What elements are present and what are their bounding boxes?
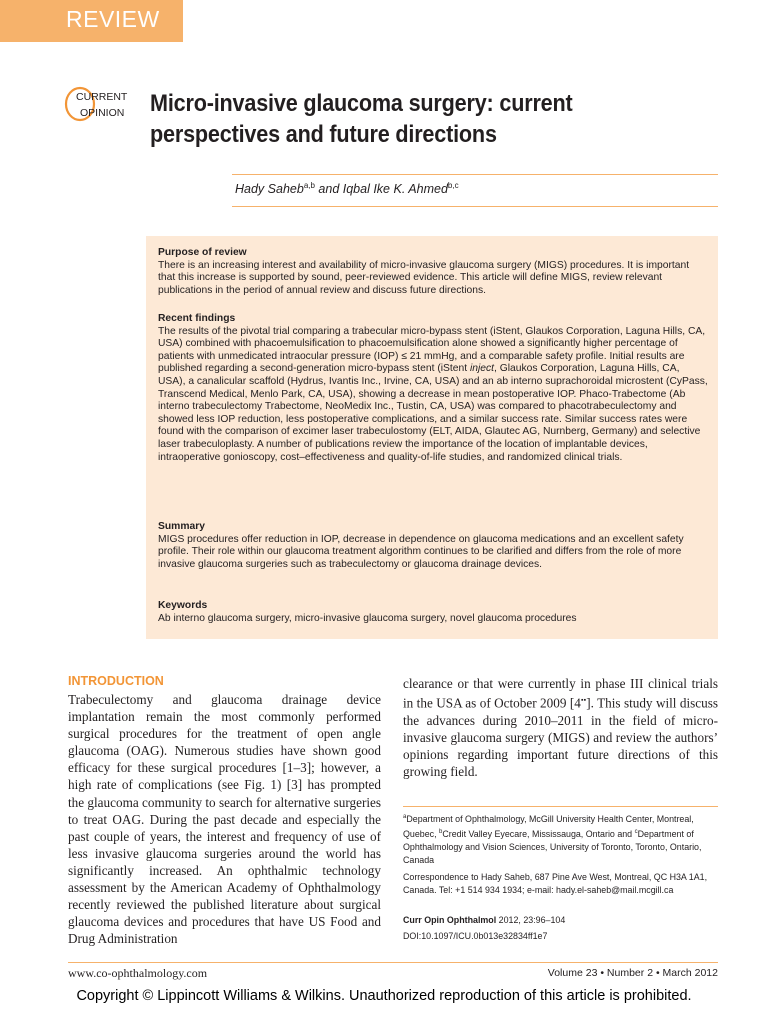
author-conjunction: and [314,182,343,197]
section-text: The results of the pivotal trial comparing a trabecular micro-bypass stent (iStent, Glaukos Corporation, Laguna Hills, CA, USA) combined with phacoemulsification to phacoemulsification alone showed a significantly higher percentage of patients with unmedicated intraocular pressure (IOP) ≤ 21 mmHg, and a comparable safety profile. Initial results are published regarding a second-generation micro-bypass stent (iStent [158,325,706,375]
section-text: MIGS procedures offer reduction in IOP, decrease in dependence on glaucoma medications and an excellent safety profile. Their role within our glaucoma treatment algorithm continues to be clarified and differs from the role of more invasive glaucoma surgeries such as trabeculectomy or glaucoma drainage devices. [158,533,684,570]
section-tab [0,0,183,42]
current-opinion-logo [63,83,131,125]
author-affiliation: a,b [303,181,315,190]
abstract-summary [158,521,708,571]
divider [232,206,718,207]
section-text-italic: inject [469,363,494,375]
author-affiliation: b,c [447,181,459,190]
body-column-right [403,675,718,780]
journal-name: Curr Opin Ophthalmol [403,915,497,925]
abstract-purpose [158,247,708,297]
section-tab-label: REVIEW [66,6,160,32]
section-text: , Glaukos Corporation, Laguna Hills, CA, USA), a canalicular scaffold (Hydrus, Ivantis Inc., Irvine, CA, USA) and an ab interno suprachoroidal microstent (CyPass, Transcend Medical, Menlo Park, CA, USA), showing a decrease in mean postoperative IOP. Phaco-Trabectome (Ab interno trabeculectomy Trabectome, NeoMedix Inc., Tustin, CA, USA) was compared to phacotrabeculectomy and showed less IOP reduction, less postoperative complications, and a similar success rate. Similar success rates were found with the comparison of excimer laser trabeculostomy (ELT, AIDA, Glautec AG, Nurnberg, Germany) and selective laser trabeculoplasty. A number of publications review the importance of the location of implantable devices, intraoperative gonioscopy, cost–effectiveness and quality-of-life studies, and randomized clinical trials. [158,363,708,463]
body-text: ]. This study will discuss the advances during 2010–2011 in the field of micro-invasive glaucoma surgery (MIGS) and review the authors’ opinions regarding important future directions of this growing field. [403,695,718,779]
body-text: clearance or that were currently in phase III clinical trials in the USA as of October 2009 [4 [403,676,718,711]
citation [403,914,718,927]
abstract-box [146,236,718,639]
journal-url[interactable]: www.co-ophthalmology.com [68,966,208,980]
aff-marker: a [403,814,407,820]
divider [232,174,718,175]
copyright-notice: Copyright © Lippincott Williams & Wilkins. Unauthorized reproduction of this article is prohibited. [76,988,692,1004]
volume-info: Volume 23 • Number 2 • March 2012 [547,967,718,979]
logo-line2: OPINION [80,107,125,119]
affiliation-text: Credit Valley Eyecare, Mississauga, Ontario and [442,828,635,839]
footer-divider [68,962,718,963]
footnote-divider [403,806,718,807]
aff-marker: b [439,828,443,835]
section-heading: Summary [158,521,205,532]
affiliation-text: Department of Ophthalmology and Vision Sciences, University of Toronto, Toronto, Ontario, Canada [403,828,702,865]
body-column-left: Trabeculectomy and glaucoma drainage device implantation remain the most commonly performed surgical procedures for the treatment of open angle glaucoma (OAG). Numerous studies have shown good efficacy for these surgical procedures [1–3]; however, a high rate of complications (see Fig. 1) [3] has prompted the glaucoma community to search for alternative surgeries to treat OAG. During the past decade and especially the past couple of years, the interest and frequency of use of less invasive glaucoma surgeries around the world has significantly increased. An ophthalmic technology assessment by the American Academy of Ophthalmology recently reviewed the published literature about surgical glaucoma devices and procedures that have US Food and Drug Administration [68,692,381,947]
correspondence: Correspondence to Hady Saheb, 687 Pine Ave West, Montreal, QC H3A 1A1, Canada. Tel: +1 514 934 1934; e-mail: hady.el-saheb@mail.mcgill.ca [403,872,708,895]
section-text: There is an increasing interest and availability of micro-invasive glaucoma surgery (MIGS) procedures. It is important that this increase is supported by sound, peer-reviewed evidence. This article will define MIGS, review relevant publications in the period of annual review and discuss future directions. [158,259,690,296]
author-name: Iqbal Ike K. Ahmed [342,182,448,197]
author-name: Hady Saheb [235,182,304,197]
introduction-heading: INTRODUCTION [68,674,164,688]
article-title: Micro-invasive glaucoma surgery: current perspectives and future directions [150,90,573,148]
abstract-findings [158,313,708,464]
section-text: Ab interno glaucoma surgery, micro-invasive glaucoma surgery, novel glaucoma procedures [158,612,577,624]
author-line [235,181,459,196]
logo-line1: CURRENT [76,91,128,103]
affiliation-text: Department of Ophthalmology, McGill University Health Center, Montreal, Quebec, [403,813,694,839]
reference-marker: ▪▪ [580,696,587,705]
affiliations [403,811,718,867]
section-heading: Recent findings [158,313,236,324]
abstract-keywords [158,600,708,625]
section-heading: Keywords [158,600,208,611]
aff-marker: c [634,828,638,835]
section-heading: Purpose of review [158,247,247,258]
doi: DOI:10.1097/ICU.0b013e32834ff1e7 [403,931,548,941]
citation-text: 2012, 23:96–104 [496,915,566,925]
